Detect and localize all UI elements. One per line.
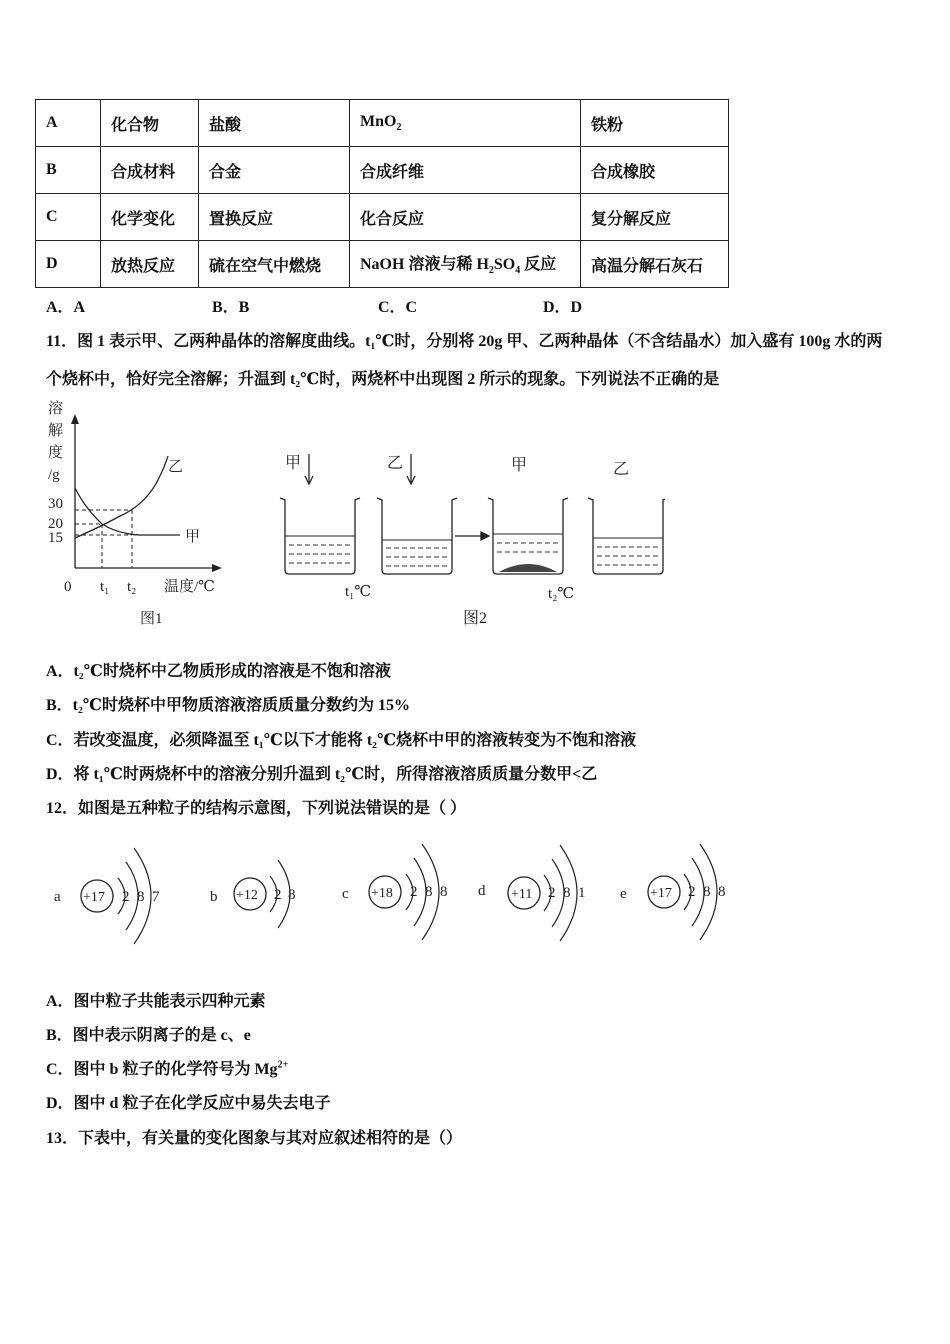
fig1-ylabel-1: 溶 xyxy=(48,401,64,417)
particle-e-shell-2: 8 xyxy=(703,884,711,900)
particle-a-shell-2: 8 xyxy=(137,889,145,905)
fig1-solubility-chart xyxy=(40,398,240,628)
row-key: B xyxy=(36,147,101,194)
table-cell: 化学变化 xyxy=(101,194,199,241)
particle-d-label: d xyxy=(478,883,486,899)
fig2-transition-arrow-icon xyxy=(455,532,489,540)
table-cell: MnO$_2$ xyxy=(350,100,581,147)
fig2-precipitate xyxy=(499,564,557,572)
fig2-temp-t2: t₂℃ xyxy=(548,586,575,602)
particle-b-shell-1: 2 xyxy=(274,887,282,903)
option-b[interactable]: B．B xyxy=(212,299,250,316)
particle-a-shell-1: 2 xyxy=(122,889,130,905)
particle-d-nucleus: +11 xyxy=(511,887,533,902)
table-cell: 合成纤维 xyxy=(350,147,581,194)
fig1-y-arrow-icon xyxy=(71,414,79,424)
particle-d-shell-3: 1 xyxy=(578,885,586,901)
particle-c-nucleus: +18 xyxy=(371,886,393,901)
fig1-xtick-0: 0 xyxy=(64,579,72,595)
fig1-ylabel-4: /g xyxy=(48,467,60,483)
fig2-temp-t1: t₁℃ xyxy=(345,584,372,600)
q11-option-d[interactable]: D．将 t₁℃时两烧杯中的溶液分别升温到 t₂℃时，所得溶液溶质质量分数甲<乙 xyxy=(46,766,598,783)
fig1-curve-jia-label: 甲 xyxy=(185,529,201,545)
fig2-label-jia-2: 甲 xyxy=(511,457,528,474)
q11-option-b[interactable]: B．t₂℃时烧杯中甲物质溶液溶质质量分数约为 15% xyxy=(46,697,410,714)
fig1-ytick-20: 20 xyxy=(48,516,63,532)
particle-a-label: a xyxy=(54,889,61,905)
option-d[interactable]: D．D xyxy=(543,299,583,316)
table-cell: 铁粉 xyxy=(581,100,729,147)
fig1-xtick-t1: t₁ xyxy=(100,579,110,595)
fig1-caption: 图1 xyxy=(140,611,163,627)
particle-e-nucleus: +17 xyxy=(650,886,672,901)
fig1-curve-yi-label: 乙 xyxy=(168,459,184,475)
table-row xyxy=(36,241,729,288)
fig1-x-arrow-icon xyxy=(212,564,222,572)
q12-option-b[interactable]: B．图中表示阴离子的是 c、e xyxy=(46,1027,251,1044)
particle-d-shell-2: 8 xyxy=(563,885,571,901)
q12-atom-diagrams xyxy=(40,830,740,960)
table-cell: 放热反应 xyxy=(101,241,199,288)
q12-stem: 12．如图是五种粒子的结构示意图，下列说法错误的是（ ） xyxy=(46,800,467,817)
fig1-guides xyxy=(75,510,132,568)
q11-option-c[interactable]: C．若改变温度，必须降温至 t₁℃以下才能将 t₂℃烧杯中甲的溶液转变为不饱和溶液 xyxy=(46,732,637,749)
q11-stem-line1: 11．图 1 表示甲、乙两种晶体的溶解度曲线。t₁℃时，分别将 20g 甲、乙两种晶体（不含结晶水）加入盛有 100g 水的两 xyxy=(46,333,883,350)
particle-a-nucleus: +17 xyxy=(83,890,105,905)
fig1-xlabel: 温度/℃ xyxy=(164,579,215,595)
option-c[interactable]: C．C xyxy=(378,299,418,316)
electron-shell-arcs xyxy=(118,844,717,944)
q12-option-a[interactable]: A．图中粒子共能表示四种元素 xyxy=(46,993,266,1010)
q12-option-c[interactable]: C．图中 b 粒子的化学符号为 $Mg^{2+}$ xyxy=(46,1059,289,1078)
fig2-caption: 图2 xyxy=(463,610,488,627)
table-row xyxy=(36,194,729,241)
fig2-liquid xyxy=(285,534,663,540)
fig2-label-yi-2: 乙 xyxy=(613,461,630,478)
q11-stem-line2: 个烧杯中，恰好完全溶解；升温到 t₂℃时，两烧杯中出现图 2 所示的现象。下列说法不正确的是 xyxy=(46,371,720,388)
row-key: A xyxy=(36,100,101,147)
fig1-curve-yi xyxy=(75,456,168,538)
table-cell: 复分解反应 xyxy=(581,194,729,241)
fig2-beakers xyxy=(275,448,665,628)
q11-option-a[interactable]: A．t₂℃时烧杯中乙物质形成的溶液是不饱和溶液 xyxy=(46,663,391,680)
fig1-xtick-t2: t₂ xyxy=(127,579,137,595)
fig1-ytick-30: 30 xyxy=(48,496,63,512)
particle-e-label: e xyxy=(620,886,627,902)
q12-option-d[interactable]: D．图中 d 粒子在化学反应中易失去电子 xyxy=(46,1095,331,1112)
fig1-ylabel-2: 解 xyxy=(48,423,64,439)
row-key: D xyxy=(36,241,101,288)
particle-e-shell-1: 2 xyxy=(688,884,696,900)
table-cell: 盐酸 xyxy=(199,100,350,147)
fig2-label-jia-1: 甲 xyxy=(285,455,302,472)
table-cell: 置换反应 xyxy=(199,194,350,241)
particle-a-shell-3: 7 xyxy=(152,889,160,905)
option-a[interactable]: A．A xyxy=(46,299,86,316)
table-cell: 合成橡胶 xyxy=(581,147,729,194)
particle-c-shell-1: 2 xyxy=(410,884,418,900)
table-row xyxy=(36,147,729,194)
table-cell: NaOH 溶液与稀 $H_2SO_4$ 反应 xyxy=(350,241,581,288)
particle-d-shell-1: 2 xyxy=(548,885,556,901)
particle-c-shell-3: 8 xyxy=(440,884,448,900)
fig1-ytick-15: 15 xyxy=(48,530,63,546)
table-cell: 化合物 xyxy=(101,100,199,147)
table-cell: 硫在空气中燃烧 xyxy=(199,241,350,288)
table-cell: 合成材料 xyxy=(101,147,199,194)
table-cell: 合金 xyxy=(199,147,350,194)
fig2-liquid-hatch xyxy=(289,543,659,566)
particle-c-shell-2: 8 xyxy=(425,884,433,900)
particle-c-label: c xyxy=(342,886,349,902)
table-row xyxy=(36,100,729,147)
table-cell: 高温分解石灰石 xyxy=(581,241,729,288)
particle-b-nucleus: +12 xyxy=(236,888,258,903)
table-cell: 化合反应 xyxy=(350,194,581,241)
row-key: C xyxy=(36,194,101,241)
particle-b-shell-2: 8 xyxy=(288,887,296,903)
particle-b-label: b xyxy=(210,889,218,905)
q13-stem: 13．下表中，有关量的变化图象与其对应叙述相符的是（） xyxy=(46,1130,463,1147)
fig1-ylabel-3: 度 xyxy=(48,445,64,461)
fig2-label-yi-1: 乙 xyxy=(387,455,404,472)
q10-table xyxy=(35,99,729,288)
particle-e-shell-3: 8 xyxy=(718,884,726,900)
